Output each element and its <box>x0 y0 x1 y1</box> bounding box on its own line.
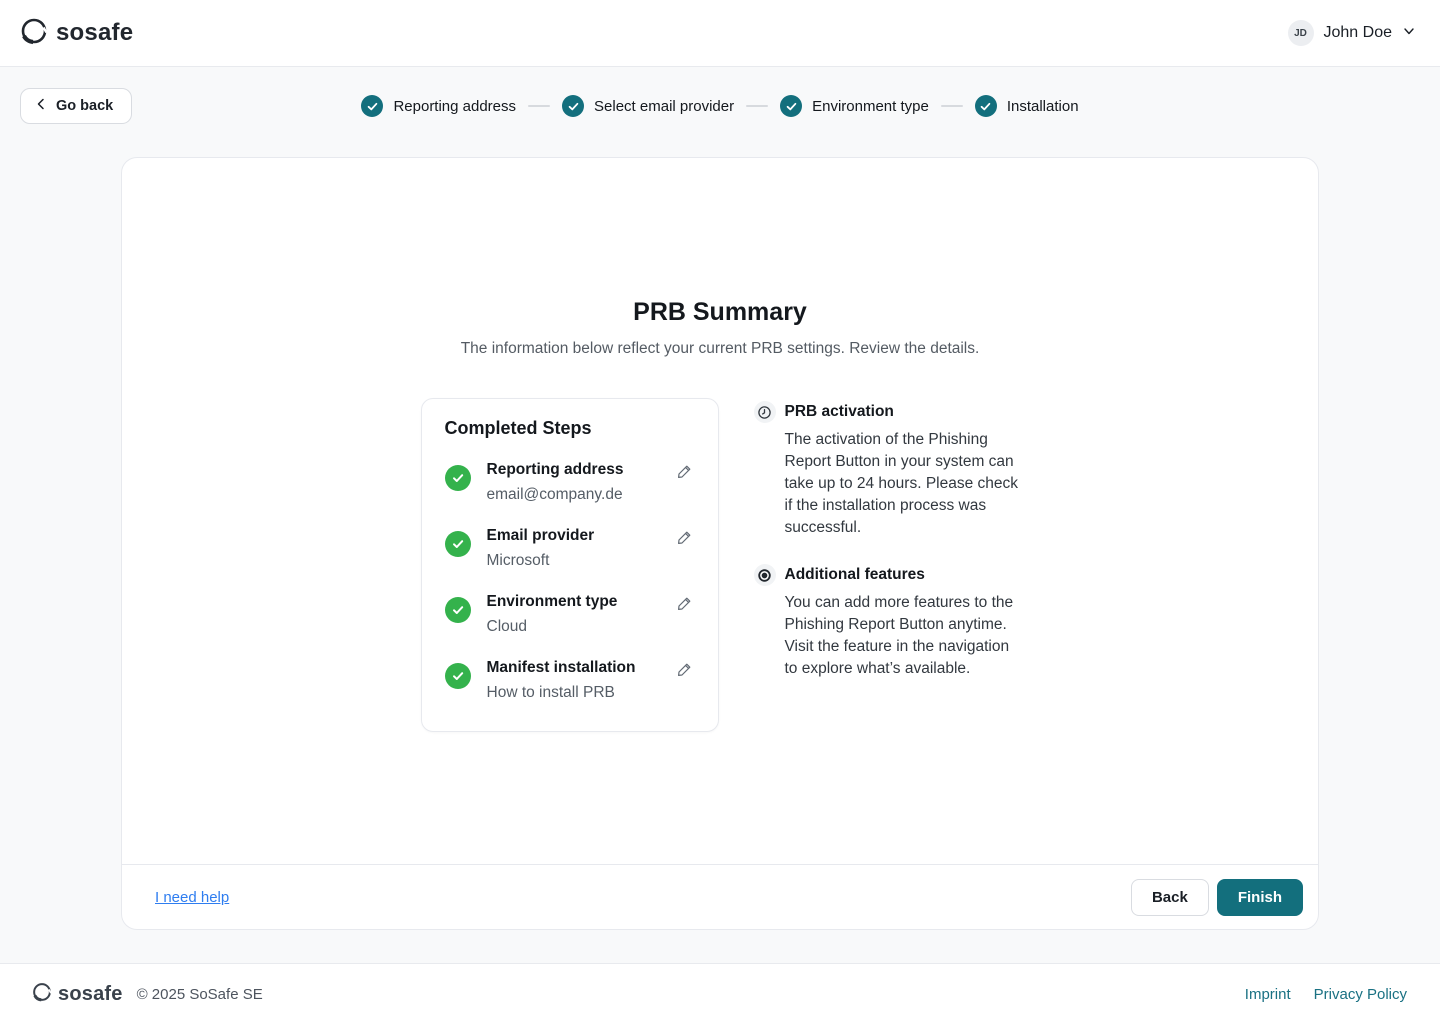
chevron-down-icon <box>1402 24 1416 43</box>
user-name: John Doe <box>1323 24 1392 41</box>
step-check-icon <box>361 95 383 117</box>
user-menu[interactable] <box>1288 20 1417 46</box>
step-connector <box>528 105 550 107</box>
step-installation[interactable] <box>975 95 1079 117</box>
edit-email-provider-button[interactable] <box>674 528 694 551</box>
stepper-row <box>0 88 1440 124</box>
step-select-email-provider[interactable] <box>562 95 734 117</box>
check-circle-icon <box>445 465 471 491</box>
step-check-icon <box>780 95 802 117</box>
go-back-button[interactable] <box>20 88 132 124</box>
item-value: Cloud <box>486 618 527 635</box>
info-title: PRB activation <box>784 403 894 420</box>
step-environment-type[interactable] <box>780 95 929 117</box>
step-connector <box>941 105 963 107</box>
summary-card-content <box>122 158 1318 864</box>
sosafe-logo-text: sosafe <box>56 19 134 46</box>
avatar: JD <box>1288 20 1314 46</box>
summary-card <box>121 157 1319 930</box>
check-circle-icon <box>445 597 471 623</box>
info-section-additional-features <box>754 563 1020 680</box>
privacy-policy-link[interactable]: Privacy Policy <box>1313 985 1407 1003</box>
sosafe-logo <box>20 17 133 50</box>
completed-steps-card <box>421 398 719 732</box>
summary-columns <box>122 398 1318 732</box>
page-footer <box>0 963 1440 1024</box>
footer-sosafe-logo <box>32 982 123 1007</box>
app-header <box>0 0 1440 67</box>
clock-icon <box>754 401 776 423</box>
circle-dot-icon <box>754 564 776 586</box>
wizard-stepper <box>0 88 1440 124</box>
back-button[interactable]: Back <box>1131 879 1209 916</box>
sosafe-logo-icon <box>20 17 48 50</box>
check-circle-icon <box>445 531 471 557</box>
main-area <box>0 67 1440 963</box>
completed-item-manifest-installation <box>445 659 694 702</box>
step-reporting-address[interactable] <box>361 95 516 117</box>
go-back-label: Go back <box>56 98 114 114</box>
item-value: Microsoft <box>486 552 550 569</box>
pencil-icon <box>676 468 692 483</box>
step-label: Reporting address <box>393 97 517 115</box>
footer-sosafe-logo-text: sosafe <box>58 982 123 1005</box>
edit-environment-type-button[interactable] <box>674 594 694 617</box>
i-need-help-link[interactable]: I need help <box>155 888 230 906</box>
info-text: The activation of the Phishing Report Button in your system can take up to 24 hours. Please check if the installation process was successful. <box>784 431 1019 536</box>
item-value: How to install PRB <box>486 684 615 701</box>
step-label: Environment type <box>812 97 929 115</box>
info-section-prb-activation <box>754 400 1020 539</box>
step-connector <box>746 105 768 107</box>
step-check-icon <box>975 95 997 117</box>
copyright-text: © 2025 SoSafe SE <box>136 985 263 1003</box>
check-circle-icon <box>445 663 471 689</box>
completed-item-email-provider <box>445 527 694 570</box>
item-value: email@company.de <box>486 486 623 503</box>
chevron-left-icon <box>35 97 47 115</box>
pencil-icon <box>676 534 692 549</box>
footer-buttons <box>1131 879 1303 916</box>
item-label: Manifest installation <box>486 659 636 676</box>
pencil-icon <box>676 600 692 615</box>
info-column <box>754 398 1020 732</box>
card-footer <box>122 864 1318 929</box>
completed-item-environment-type <box>445 593 694 636</box>
pencil-icon <box>676 666 692 681</box>
edit-reporting-address-button[interactable] <box>674 462 694 485</box>
completed-item-reporting-address <box>445 461 694 504</box>
completed-steps-title: Completed Steps <box>444 418 592 438</box>
imprint-link[interactable]: Imprint <box>1244 985 1291 1003</box>
footer-links <box>1245 986 1407 1003</box>
step-label: Installation <box>1006 97 1079 115</box>
sosafe-logo-icon <box>32 982 52 1007</box>
item-label: Reporting address <box>486 461 624 478</box>
page-subtitle: The information below reflect your current PRB settings. Review the details. <box>460 340 980 357</box>
step-label: Select email provider <box>594 97 735 115</box>
finish-button[interactable]: Finish <box>1217 879 1303 916</box>
info-text: You can add more features to the Phishing Report Button anytime. Visit the feature in the navigation to explore what’s available. <box>784 594 1014 677</box>
item-label: Email provider <box>486 527 595 544</box>
info-title: Additional features <box>784 566 925 583</box>
step-check-icon <box>562 95 584 117</box>
page-title: PRB Summary <box>633 298 807 326</box>
edit-manifest-installation-button[interactable] <box>674 660 694 683</box>
item-label: Environment type <box>486 593 618 610</box>
